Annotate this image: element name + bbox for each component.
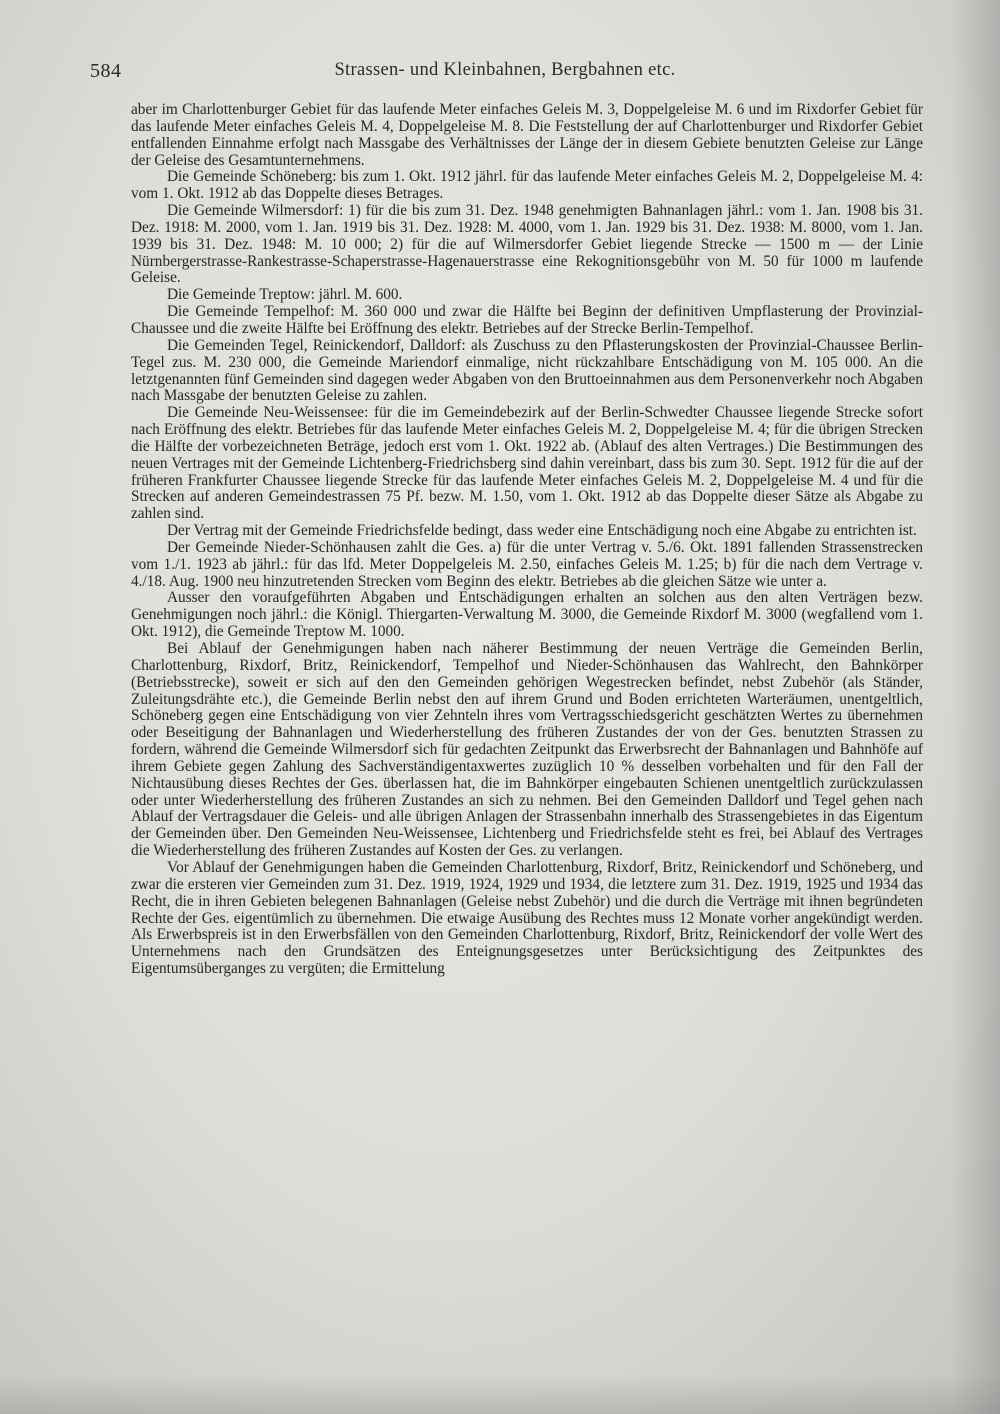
paragraph: Die Gemeinde Tempelhof: M. 360 000 und zwar die Hälfte bei Beginn der definitiven Umpflasterung der Provinzial-Chaussee und die zweite Hälfte bei Eröffnung des elektr. Betriebes auf der Strecke Berlin-Tempelhof. — [131, 303, 923, 337]
paragraph: Ausser den voraufgeführten Abgaben und Entschädigungen erhalten an solchen aus den alten Verträgen bezw. Genehmigungen noch jährl.: die Königl. Thiergarten-Verwaltung M. 3000, die Gemeinde Rixdorf M. 3000 (wegfallend vom 1. Okt. 1912), die Gemeinde Treptow M. 1000. — [131, 589, 923, 641]
paragraph: Die Gemeinden Tegel, Reinickendorf, Dalldorf: als Zuschuss zu den Pflasterungskosten der Provinzial-Chaussee Berlin-Tegel zus. M. 230 000, die Gemeinde Mariendorf einmalige, nicht rückzahlbare Entschädigung von M. 105 000. An die letztgenannten fünf Gemeinden sind dagegen weder Abgaben von den Bruttoeinnahmen aus dem Personenverkehr noch Abgaben nach Massgabe der benutzten Geleise zu zahlen. — [131, 336, 923, 405]
page-number: 584 — [90, 60, 122, 82]
paragraph: Vor Ablauf der Genehmigungen haben die Gemeinden Charlottenburg, Rixdorf, Britz, Reinickendorf und Schöneberg, und zwar die ersteren vier Gemeinden zum 31. Dez. 1919, 1924, 1929 und 1934, die letztere zum 31. Dez. 1919, 1925 und 1934 das Recht, die in ihren Gebieten belegenen Bahnanlagen (Geleise nebst Zubehör) und die durch die Verträge mit ihnen begründeten Rechte der Ges. eigentümlich zu übernehmen. Die etwaige Ausübung des Rechtes muss 12 Monate vorher angekündigt werden. Als Erwerbspreis ist in den Erwerbsfällen von den Gemeinden Charlottenburg, Rixdorf, Britz, Reinickendorf der volle Wert des Unternehmens nach den Grundsätzen des Enteignungsgesetzes unter Berücksichtigung des Zeitpunktes des Eigentumsüberganges zu vergüten; die Ermittelung — [131, 858, 923, 978]
paragraph: Die Gemeinde Wilmersdorf: 1) für die bis zum 31. Dez. 1948 genehmigten Bahnanlagen jährl.: vom 1. Jan. 1908 bis 31. Dez. 1918: M. 2000, vom 1. Jan. 1919 bis 31. Dez. 1928: M. 4000, vom 1. Jan. 1929 bis 31. Dez. 1938: M. 8000, vom 1. Jan. 1939 bis 31. Dez. 1948: M. 10 000; 2) für die auf Wilmersdorfer Gebiet liegende Strecke — 1500 m — der Linie Nürnbergerstrasse-Rankestrasse-Schaperstrasse-Hagenauerstrasse eine Rekognitionsgebühr von M. 50 für 1000 m laufende Geleise. — [131, 202, 923, 287]
paragraph: Die Gemeinde Schöneberg: bis zum 1. Okt. 1912 jährl. für das laufende Meter einfaches Geleis M. 2, Doppelgeleise M. 4: vom 1. Okt. 1912 ab das Doppelte dieses Betrages. — [131, 168, 923, 203]
paragraph: Der Vertrag mit der Gemeinde Friedrichsfelde bedingt, dass weder eine Entschädigung noch eine Abgabe zu entrichten ist. — [167, 522, 917, 540]
paragraph: Der Gemeinde Nieder-Schönhausen zahlt die Ges. a) für die unter Vertrag v. 5./6. Okt. 1891 fallenden Strassenstrecken vom 1./1. 1923 ab jährl.: für das lfd. Meter Doppelgeleis M. 2.50, einfaches Geleis M. 1.25; b) für die nach dem Vertrage v. 4./18. Aug. 1900 neu hinzutretenden Strecken vom Beginn des elektr. Betriebes ab die gleichen Sätze wie unter a. — [131, 538, 923, 590]
paragraph: Die Gemeinde Neu-Weissensee: für die im Gemeindebezirk auf der Berlin-Schwedter Chaussee liegende Strecke sofort nach Eröffnung des elektr. Betriebes für das laufende Meter einfaches Geleis M. 2, Doppelgeleise M. 4; für die übrigen Strecken die Hälfte der vorbezeichneten Beträge, jedoch erst vom 1. Okt. 1922 ab. (Ablauf des alten Vertrages.) Die Bestimmungen des neuen Vertrages mit der Gemeinde Lichtenberg-Friedrichsberg sind dahin vereinbart, dass bis zum 30. Sept. 1912 für die auf der früheren Frankfurter Chaussee liegende Strecke für das laufende Meter einfaches Geleis M. 2, Doppelgeleise M. 4 und für die Strecken auf anderen Gemeindestrassen 75 Pf. bezw. M. 1.50, vom 1. Okt. 1912 ab das Doppelte dieser Sätze als Abgabe zu zahlen sind. — [131, 404, 923, 523]
paragraph: Die Gemeinde Treptow: jährl. M. 600. — [167, 286, 403, 304]
body-text — [131, 102, 923, 978]
running-head: Strassen- und Kleinbahnen, Bergbahnen etc. — [334, 60, 676, 80]
page-header — [90, 60, 920, 90]
page-shadow-bottom — [0, 1374, 1000, 1414]
paragraph: aber im Charlottenburger Gebiet für das laufende Meter einfaches Geleis M. 3, Doppelgeleise M. 6 und im Rixdorfer Gebiet für das laufende Meter einfaches Geleis M. 4, Doppelgeleise M. 8. Die Feststellung der auf Charlottenburger und Rixdorfer Gebiet entfallenden Einnahme erfolgt nach Massgabe des Verhältnisses der Länge der in diesem Gebiete benutzten Geleise zur Länge der Geleise des Gesamtunternehmens. — [131, 101, 923, 169]
paragraph: Bei Ablauf der Genehmigungen haben nach näherer Bestimmung der neuen Verträge die Gemeinden Berlin, Charlottenburg, Rixdorf, Britz, Reinickendorf, Tempelhof und Nieder-Schönhausen das Wahlrecht, den Bahnkörper (Betriebsstrecke), soweit er sich auf den den Gemeinden gehörigen Wegestrecken befindet, nebst Zubehör (als Ständer, Zuleitungsdrähte etc.), die Gemeinde Berlin nebst den auf ihrem Grund und Boden errichteten Warteräumen, unentgeltlich, Schöneberg gegen eine Entschädigung von vier Zehnteln ihres vom Vertragsschiedsgericht geschätzten Wertes zu übernehmen oder Beseitigung der Bahnanlagen und Wiederherstellung des früheren Zustandes der von der Ges. benutzten Strassen zu fordern, während die Gemeinde Wilmersdorf sich für gedachten Zeitpunkt das Erwerbsrecht der Bahnanlagen und Bahnhöfe auf ihrem Gebiete gegen Zahlung des Sachverständigentaxwertes zuzüglich 10 % desselben vorbehalten und für den Fall der Nichtausübung dieses Rechtes der Ges. überlassen hat, die im Bahnkörper eingebauten Schienen unentgeltlich zurückzulassen oder unter Wiederherstellung des früheren Zustandes an sich zu nehmen. Bei den Gemeinden Dalldorf und Tegel gehen nach Ablauf der Vertragsdauer die Geleis- und alle übrigen Anlagen der Strassenbahn innerhalb des Strassengebietes in das Eigentum der Gemeinden über. Den Gemeinden Neu-Weissensee, Lichtenberg und Friedrichsfelde steht es frei, bei Ablauf des Vertrages die Wiederherstellung des früheren Zustandes auf Kosten der Ges. zu verlangen. — [131, 640, 923, 860]
page-shadow-right — [950, 0, 1000, 1414]
